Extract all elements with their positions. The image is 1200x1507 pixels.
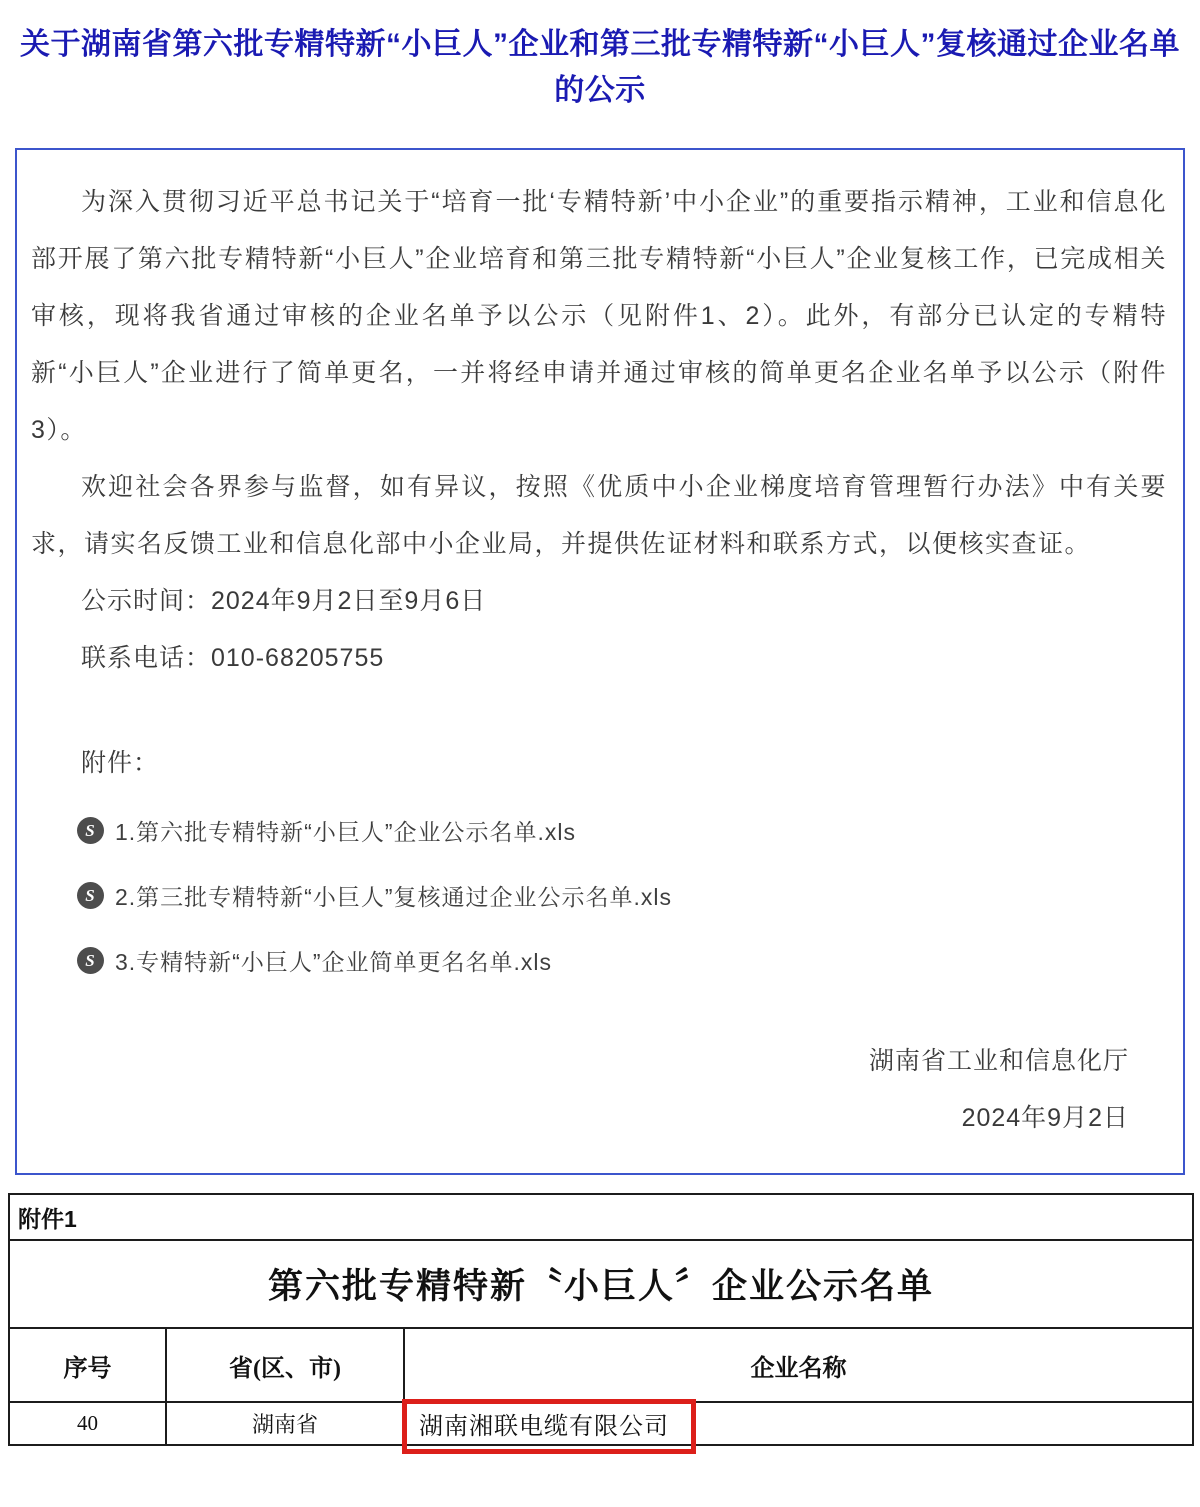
attachment-link-label: 3.专精特新“小巨人”企业简单更名名单.xls xyxy=(115,949,552,975)
sheet-label-row xyxy=(9,1194,1193,1240)
attachment-list xyxy=(31,798,1167,993)
table-row xyxy=(9,1402,1193,1445)
publicity-period: 公示时间：2024年9月2日至9月6日 xyxy=(81,587,487,615)
header-province: 省(区、市) xyxy=(166,1328,404,1402)
attachment-link-1[interactable] xyxy=(77,798,1167,863)
attachment-link-2[interactable] xyxy=(77,863,1167,928)
attachment-link-icon: S xyxy=(77,947,104,974)
row-company xyxy=(404,1402,1193,1445)
signature-org: 湖南省工业和信息化厅 xyxy=(868,1047,1129,1075)
sheet-title-row xyxy=(9,1240,1193,1328)
page-title-line2: 的公示 xyxy=(554,74,646,107)
notice-paragraph-1: 为深入贯彻习近平总书记关于“培育一批‘专精特新’中小企业”的重要指示精神，工业和信息化部开展了第六批专精特新“小巨人”企业培育和第三批专精特新“小巨人”企业复核工作，已完成相关审核，现将我省通过审核的企业名单予以公示（见附件1、2）。此外，有部分已认定的专精特新“小巨人”企业进行了简单更名，一并将经申请并通过审核的简单更名企业名单予以公示（附件3）。 xyxy=(31,188,1167,444)
header-seq: 序号 xyxy=(9,1328,166,1402)
company-name: 湖南湘联电缆有限公司 xyxy=(419,1414,669,1440)
header-company: 企业名称 xyxy=(404,1328,1193,1402)
notice-box xyxy=(15,148,1185,1175)
sheet-title: 第六批专精特新〝小巨人〞企业公示名单 xyxy=(9,1240,1193,1328)
notice-paragraph-2: 欢迎社会各界参与监督，如有异议，按照《优质中小企业梯度培育管理暂行办法》中有关要求，请实名反馈工业和信息化部中小企业局，并提供佐证材料和联系方式，以便核实查证。 xyxy=(31,473,1167,558)
page-title-line1: 关于湖南省第六批专精特新“小巨人”企业和第三批专精特新“小巨人”复核通过企业名单 xyxy=(20,28,1180,61)
attachment1-sheet xyxy=(8,1193,1192,1446)
row-province: 湖南省 xyxy=(166,1402,404,1445)
page-title xyxy=(14,22,1186,114)
attachment-link-icon: S xyxy=(77,817,104,844)
contact-phone: 联系电话：010-68205755 xyxy=(81,644,385,672)
attachment1-table xyxy=(8,1193,1194,1446)
attachments-label: 附件： xyxy=(81,749,160,777)
signature-date: 2024年9月2日 xyxy=(961,1104,1129,1132)
sheet-label: 附件1 xyxy=(9,1194,1193,1240)
attachment-link-label: 1.第六批专精特新“小巨人”企业公示名单.xls xyxy=(115,819,576,845)
attachment-link-icon: S xyxy=(77,882,104,909)
signature-block xyxy=(31,1033,1167,1147)
row-seq: 40 xyxy=(9,1402,166,1445)
sheet-header-row xyxy=(9,1328,1193,1402)
attachment-link-3[interactable] xyxy=(77,928,1167,993)
attachment-link-label: 2.第三批专精特新“小巨人”复核通过企业公示名单.xls xyxy=(115,884,672,910)
